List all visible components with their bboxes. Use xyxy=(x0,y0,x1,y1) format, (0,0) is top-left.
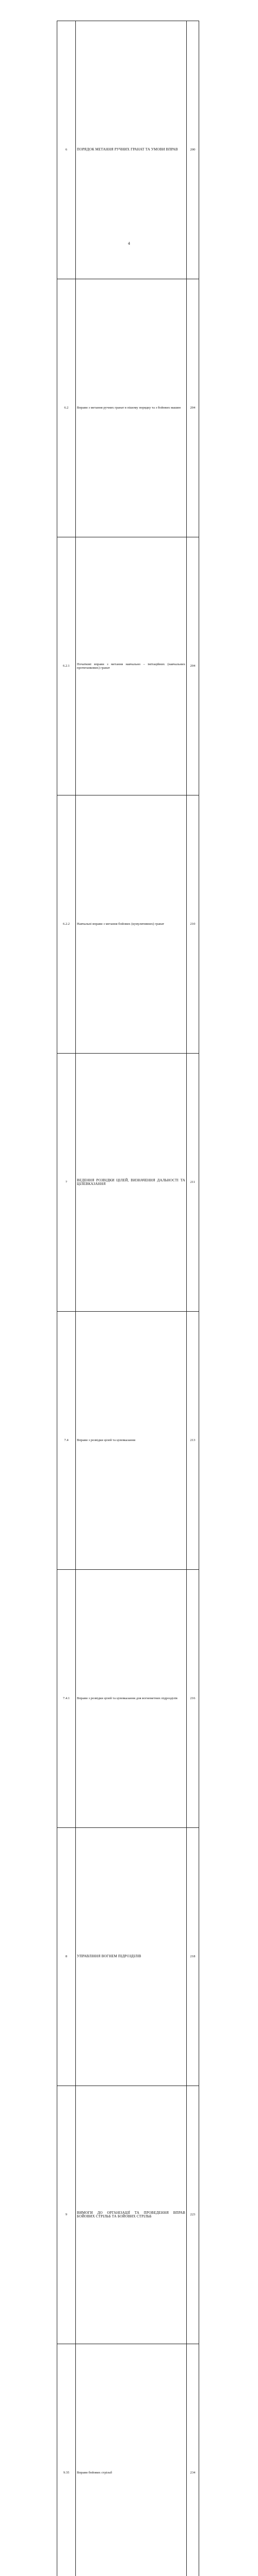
page-ref: 216 xyxy=(187,1570,199,1828)
section-number: 6.2.2 xyxy=(57,795,76,1054)
page-ref: 200 xyxy=(187,21,199,279)
toc-row xyxy=(57,21,199,279)
page-ref: 211 xyxy=(187,1054,199,1312)
section-title: УПРАВЛІННЯ ВОГНЕМ ПІДРОЗДІЛІВ xyxy=(76,1828,187,2086)
toc-row xyxy=(57,1828,199,2086)
toc-row xyxy=(57,279,199,537)
toc-row xyxy=(57,2344,199,2576)
section-title: ВЕДЕННЯ РОЗВІДКИ ЦІЛЕЙ, ВИЗНАЧЕННЯ ДАЛЬНОСТІ ТА ЦІЛЕВКАЗАННЯ xyxy=(76,1054,187,1312)
section-title: ПОРЯДОК МЕТАННЯ РУЧНИХ ГРАНАТ ТА УМОВИ ВПРАВ xyxy=(76,21,187,279)
page-ref: 204 xyxy=(187,537,199,795)
section-number: 7 xyxy=(57,1054,76,1312)
toc-row xyxy=(57,1054,199,1312)
toc-row xyxy=(57,1312,199,1570)
page-number: 4 xyxy=(0,241,258,246)
section-number: 6.2 xyxy=(57,279,76,537)
section-number: 7.4 xyxy=(57,1312,76,1570)
section-number: 7.4.1 xyxy=(57,1570,76,1828)
toc-row xyxy=(57,795,199,1054)
toc-body xyxy=(57,21,199,2576)
toc-row xyxy=(57,2086,199,2344)
toc-row xyxy=(57,537,199,795)
table-of-contents xyxy=(57,21,199,2576)
page-ref: 213 xyxy=(187,1312,199,1570)
section-title: ВИМОГИ ДО ОРГАНІЗАЦІЇ ТА ПРОВЕДЕННЯ ВПРАВ БОЙОВИХ СТРІЛЬБ ТА БОЙОВИХ СТРІЛЬБ xyxy=(76,2086,187,2344)
document-page xyxy=(0,0,258,258)
section-number: 6 xyxy=(57,21,76,279)
page-ref: 223 xyxy=(187,2086,199,2344)
section-number: 9.35 xyxy=(57,2344,76,2576)
page-ref: 234 xyxy=(187,2344,199,2576)
section-number: 6.2.1 xyxy=(57,537,76,795)
page-ref: 218 xyxy=(187,1828,199,2086)
toc-row xyxy=(57,1570,199,1828)
section-title: Навчальні вправи з метання бойових (кумулятивних) гранат xyxy=(76,795,187,1054)
section-title: Вправи з розвідки цілей та цілевказання xyxy=(76,1312,187,1570)
page-ref: 204 xyxy=(187,279,199,537)
section-number: 8 xyxy=(57,1828,76,2086)
section-title: Вправи бойових стрільб xyxy=(76,2344,187,2576)
page-ref: 210 xyxy=(187,795,199,1054)
section-number: 9 xyxy=(57,2086,76,2344)
section-title: Початкові вправи з метання навчально – імітаційних (навчальних протитанкових) гранат xyxy=(76,537,187,795)
section-title: Вправи з метання ручних гранат в пішому порядку та з бойових машин xyxy=(76,279,187,537)
section-title: Вправи з розвідки цілей та цілевказання для вогнеметних підрозділів xyxy=(76,1570,187,1828)
